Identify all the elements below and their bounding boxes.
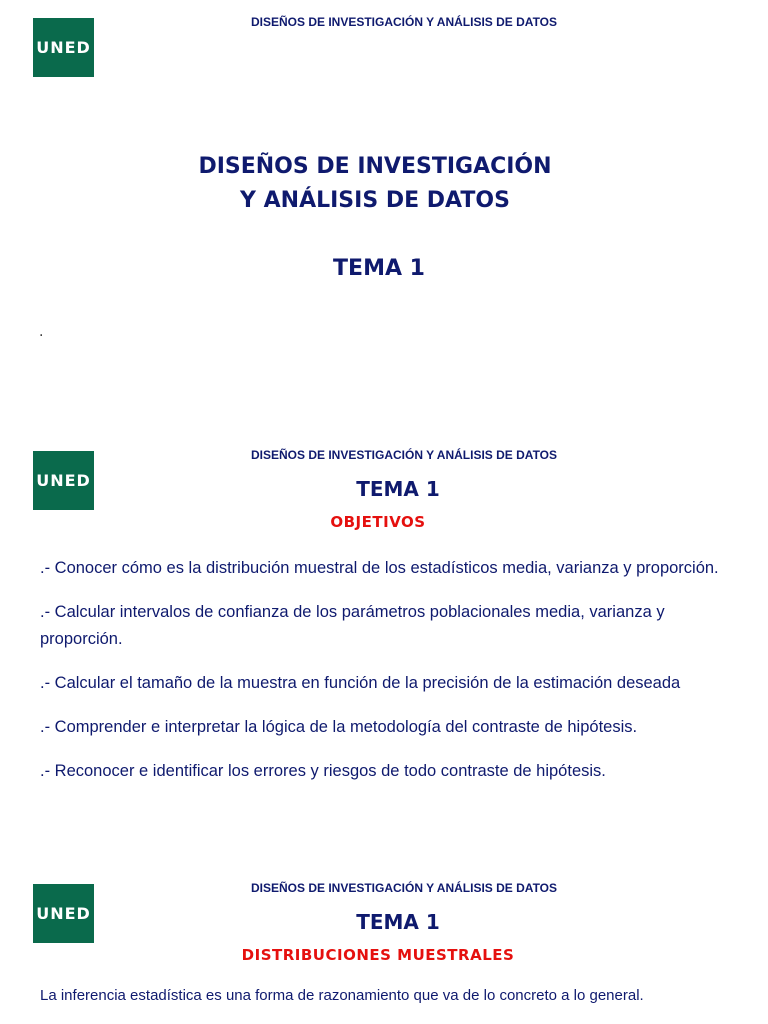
slide-objectives: [0, 433, 768, 866]
logo-text: UNED: [36, 904, 91, 923]
uned-logo: [33, 18, 94, 77]
dot-text: .: [39, 324, 44, 340]
tema-heading: TEMA 1: [356, 910, 440, 934]
list-item: .- Conocer cómo es la distribución muestral de los estadísticos media, varianza y proporción.: [40, 559, 719, 577]
body-paragraph: La inferencia estadística es una forma de razonamiento que va de lo concreto a lo general.: [40, 987, 644, 1004]
page-title: [0, 150, 750, 218]
slide-header: DISEÑOS DE INVESTIGACIÓN Y ANÁLISIS DE DATOS: [250, 881, 558, 895]
logo-text: UNED: [36, 38, 91, 57]
objectives-list: [40, 555, 720, 802]
title-line-1: DISEÑOS DE INVESTIGACIÓN: [198, 154, 552, 179]
list-item: .- Calcular el tamaño de la muestra en función de la precisión de la estimación deseada: [40, 674, 681, 692]
list-item: .- Comprender e interpretar la lógica de la metodología del contraste de hipótesis.: [40, 718, 638, 736]
section-subtitle: DISTRIBUCIONES MUESTRALES: [241, 946, 515, 964]
logo-text: UNED: [36, 471, 91, 490]
tema-heading: TEMA 1: [333, 256, 425, 281]
list-item: .- Calcular intervalos de confianza de los parámetros poblacionales media, varianza y proporción.: [40, 603, 665, 648]
tema-heading: TEMA 1: [356, 477, 440, 501]
slide-distribuciones: [0, 866, 768, 1024]
title-line-2: Y ANÁLISIS DE DATOS: [240, 188, 510, 213]
slide-header: DISEÑOS DE INVESTIGACIÓN Y ANÁLISIS DE DATOS: [250, 448, 558, 462]
list-item: .- Reconocer e identificar los errores y riesgos de todo contraste de hipótesis.: [40, 762, 606, 780]
slide-header: DISEÑOS DE INVESTIGACIÓN Y ANÁLISIS DE DATOS: [250, 15, 558, 29]
section-subtitle: OBJETIVOS: [330, 513, 426, 531]
slide-title: [0, 0, 768, 433]
